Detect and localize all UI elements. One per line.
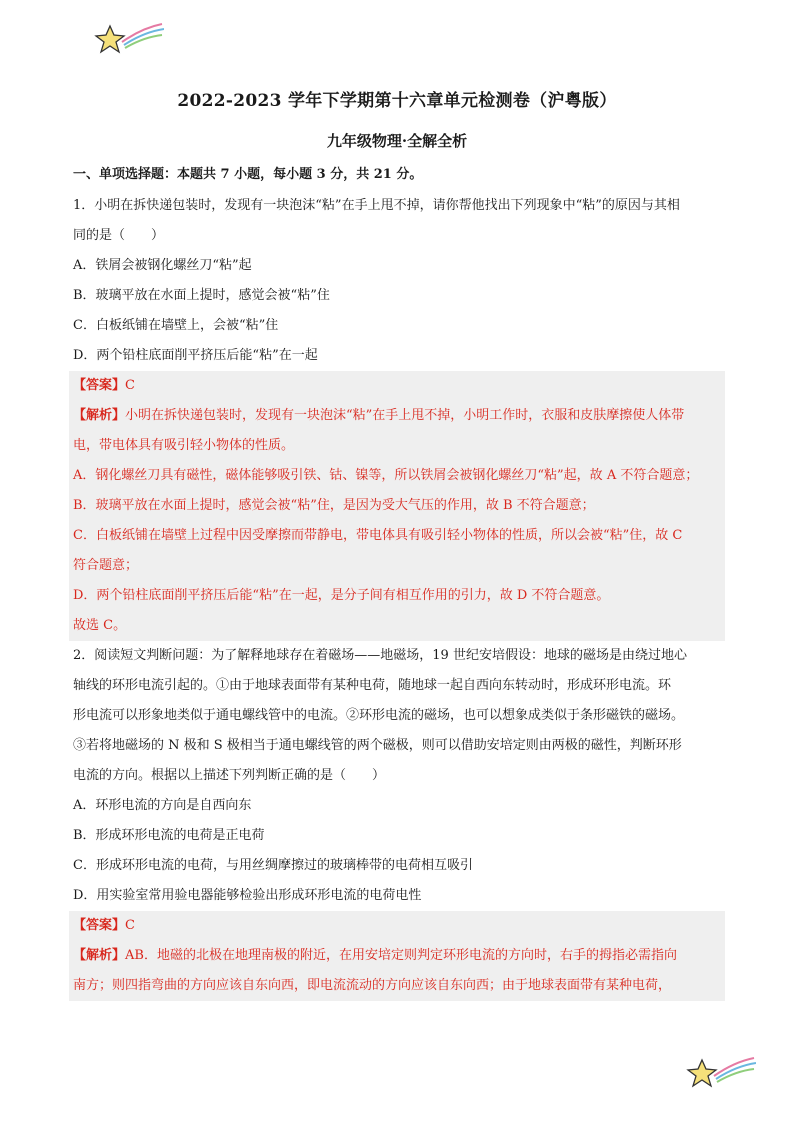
- question-stem: 形电流可以形象地类似于通电螺线管中的电流。②环形电流的磁场，也可以想象成类似于条形磁铁的磁场。: [73, 708, 685, 723]
- question-1: [73, 191, 725, 371]
- question-2: [73, 641, 725, 911]
- analysis-option-c: 符合题意；: [73, 558, 139, 573]
- option-c: C．形成环形电流的电荷，与用丝绸摩擦过的玻璃棒带的电荷相互吸引: [73, 858, 473, 873]
- option-b: B．玻璃平放在水面上提时，感觉会被“粘”住: [73, 288, 330, 303]
- question-stem: 1．小明在拆快递包装时，发现有一块泡沫“粘”在手上甩不掉，请你帮他找出下列现象中“粘”的原因与其相: [73, 198, 680, 213]
- analysis-line: 【解析】小明在拆快递包装时，发现有一块泡沫“粘”在手上甩不掉，小明工作时，衣服和皮肤摩擦使人体带: [73, 408, 685, 423]
- question-stem: 电流的方向。根据以上描述下列判断正确的是（ ）: [73, 768, 386, 783]
- star-decoration-icon: [684, 1050, 756, 1094]
- analysis-option-d: D．两个铅柱底面削平挤压后能“粘”在一起，是分子间有相互作用的引力，故 D 不符合题意。: [73, 588, 610, 603]
- analysis-option-c: C．白板纸铺在墙壁上过程中因受摩擦而带静电，带电体具有吸引轻小物体的性质，所以会被“粘”住，故 C: [73, 528, 683, 543]
- analysis-line: 南方；则四指弯曲的方向应该自东向西，即电流流动的方向应该自东向西；由于地球表面带有某种电荷，: [73, 978, 672, 993]
- analysis-option-b: B．玻璃平放在水面上提时，感觉会被“粘”住，是因为受大气压的作用，故 B 不符合题意；: [73, 498, 595, 513]
- option-a: A．铁屑会被钢化螺丝刀“粘”起: [73, 258, 252, 273]
- question-stem: ③若将地磁场的 N 极和 S 极相当于通电螺线管的两个磁极，则可以借助安培定则由两极的磁性，判断环形: [73, 738, 682, 753]
- analysis-line: 【解析】AB．地磁的北极在地理南极的附近，在用安培定则判定环形电流的方向时，右手的拇指必需指向: [73, 948, 677, 963]
- option-d: D．用实验室常用验电器能够检验出形成环形电流的电荷电性: [73, 888, 422, 903]
- document-subtitle: 九年级物理·全解全析: [326, 132, 468, 150]
- option-d: D．两个铅柱底面削平挤压后能“粘”在一起: [73, 348, 318, 363]
- question-stem: 同的是（ ）: [73, 228, 165, 243]
- answer-block: [69, 911, 725, 1001]
- option-b: B．形成环形电流的电荷是正电荷: [73, 828, 265, 843]
- star-decoration-icon: [92, 16, 164, 60]
- question-stem: 2．阅读短文判断问题：为了解释地球存在着磁场——地磁场，19 世纪安培假设：地球的磁场是由绕过地心: [73, 648, 687, 663]
- option-c: C．白板纸铺在墙壁上，会被“粘”住: [73, 318, 279, 333]
- question-stem: 轴线的环形电流引起的。①由于地球表面带有某种电荷，随地球一起自西向东转动时，形成环形电流。环: [73, 678, 672, 693]
- document-body: [73, 165, 725, 1001]
- answer-line: 【答案】C: [73, 918, 135, 933]
- option-a: A．环形电流的方向是自西向东: [73, 798, 252, 813]
- document-title: 2022-2023 学年下学期第十六章单元检测卷（沪粤版）: [177, 91, 617, 111]
- section-header: 一、单项选择题：本题共 7 小题，每小题 3 分，共 21 分。: [73, 167, 423, 182]
- answer-block: [69, 371, 725, 641]
- analysis-line: 电，带电体具有吸引轻小物体的性质。: [73, 438, 295, 453]
- analysis-conclusion: 故选 C。: [73, 618, 127, 633]
- answer-line: 【答案】C: [73, 378, 135, 393]
- analysis-option-a: A．钢化螺丝刀具有磁性，磁体能够吸引铁、钴、镍等，所以铁屑会被钢化螺丝刀“粘”起，故 A 不符合题意；: [73, 468, 699, 483]
